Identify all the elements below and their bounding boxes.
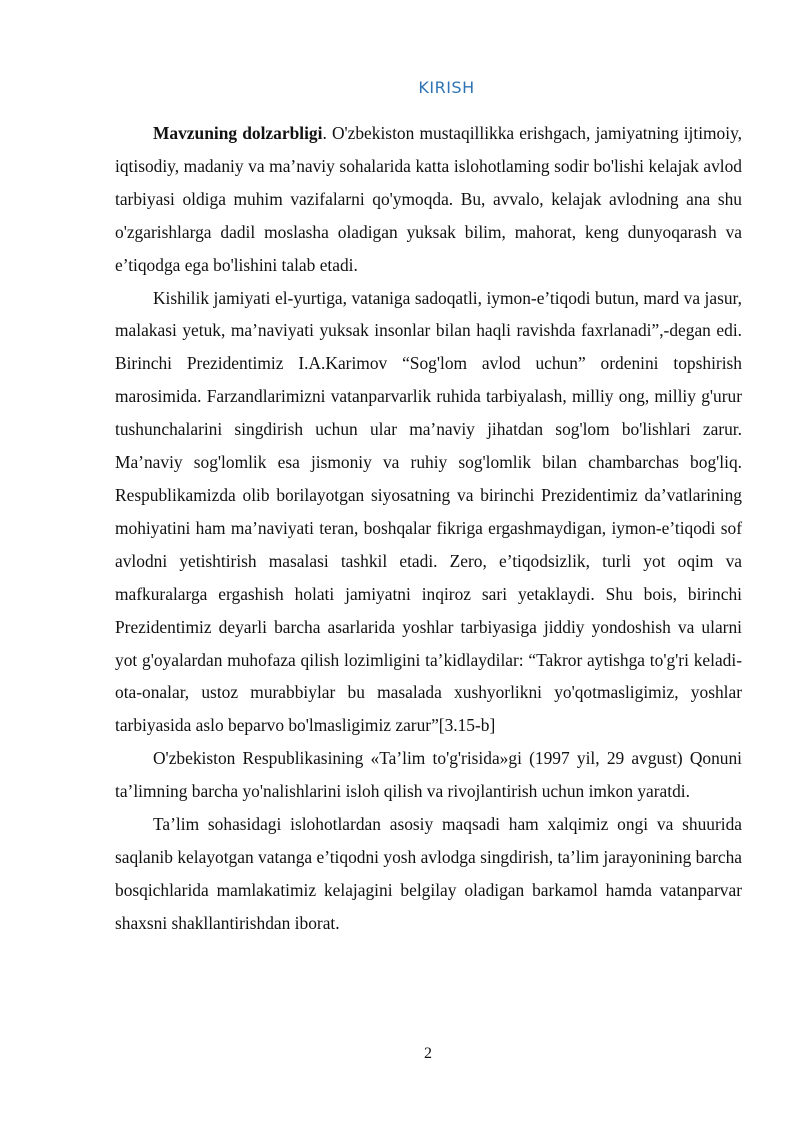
page-number: 2	[424, 1045, 432, 1062]
body-text	[115, 117, 742, 940]
paragraph-relevance	[115, 117, 742, 282]
paragraph: Ta’lim sohasidagi islohotlardan asosiy maqsadi ham xalqimiz ongi va shuurida saqlanib kelayotgan vatanga e’tiqodni yosh avlodga singdirish, ta’lim jarayonining barcha bosqichlarida mamlakatimiz kelajagini belgilay oladigan barkamol hamda vatanparvar shaxsni shakllantirishdan iborat.	[115, 814, 742, 933]
paragraph-lead: Mavzuning dolzarbligi	[153, 123, 323, 143]
paragraph: Kishilik jamiyati el-yurtiga, vataniga sadoqatli, iymon-e’tiqodi butun, mard va jasur, malakasi yetuk, ma’naviyati yuksak insonlar bilan haqli ravishda faxrlanadi”,-degan edi. Birinchi Prezidentimiz I.A.Karimov “Sog'lom avlod uchun” ordenini topshirish marosimida. Farzandlarimizni vatanparvarlik ruhida tarbiyalash, milliy ong, milliy g'urur tushunchalarini singdirish uchun ular ma’naviy jihatdan sog'lom bo'lishlari zarur. Ma’naviy sog'lomlik esa jismoniy va ruhiy sog'lomlik bilan chambarchas bog'liq. Respublikamizda olib borilayotgan siyosatning va birinchi Prezidentimiz da’vatlarining mohiyatini ham ma’naviyati teran, boshqalar fikriga ergashmaydigan, iymon-e’tiqodi sof avlodni yetishtirish masalasi tashkil etadi. Zero, e’tiqodsizlik, turli yot oqim va mafkuralarga ergashish holati jamiyatni inqiroz sari yetaklaydi. Shu bois, birinchi Prezidentimiz deyarli barcha asarlarida yoshlar tarbiyasiga jiddiy yondoshish va ularni yot g'oyalardan muhofaza qilish lozimligini ta’kidlaydilar: “Takror aytishga to'g'ri keladi-ota-onalar, ustoz murabbiylar bu masalada xushyorlikni yo'qotmasligimiz, yoshlar tarbiyasida aslo beparvo bo'lmasligimiz zarur”[3.15-b]	[115, 287, 742, 736]
section-heading: KIRISH	[418, 78, 475, 97]
paragraph-text: . O'zbekiston mustaqillikka erishgach, jamiyatning ijtimoiy, iqtisodiy, madaniy va ma’naviy sohalarida katta islohotlaming sodir bo'lishi kelajak avlod tarbiyasi oldiga muhim vazifalarni qo'ymoqda. Bu, avvalo, kelajak avlodning ana shu o'zgarishlarga dadil moslasha oladigan yuksak bilim, mahorat, keng dunyoqarash va e’tiqodga ega bo'lishini talab etadi.	[115, 123, 742, 275]
paragraph: O'zbekiston Respublikasining «Ta’lim to'g'risida»gi (1997 yil, 29 avgust) Qonuni ta’limning barcha yo'nalishlarini isloh qilish va rivojlantirish uchun imkon yaratdi.	[115, 748, 742, 802]
